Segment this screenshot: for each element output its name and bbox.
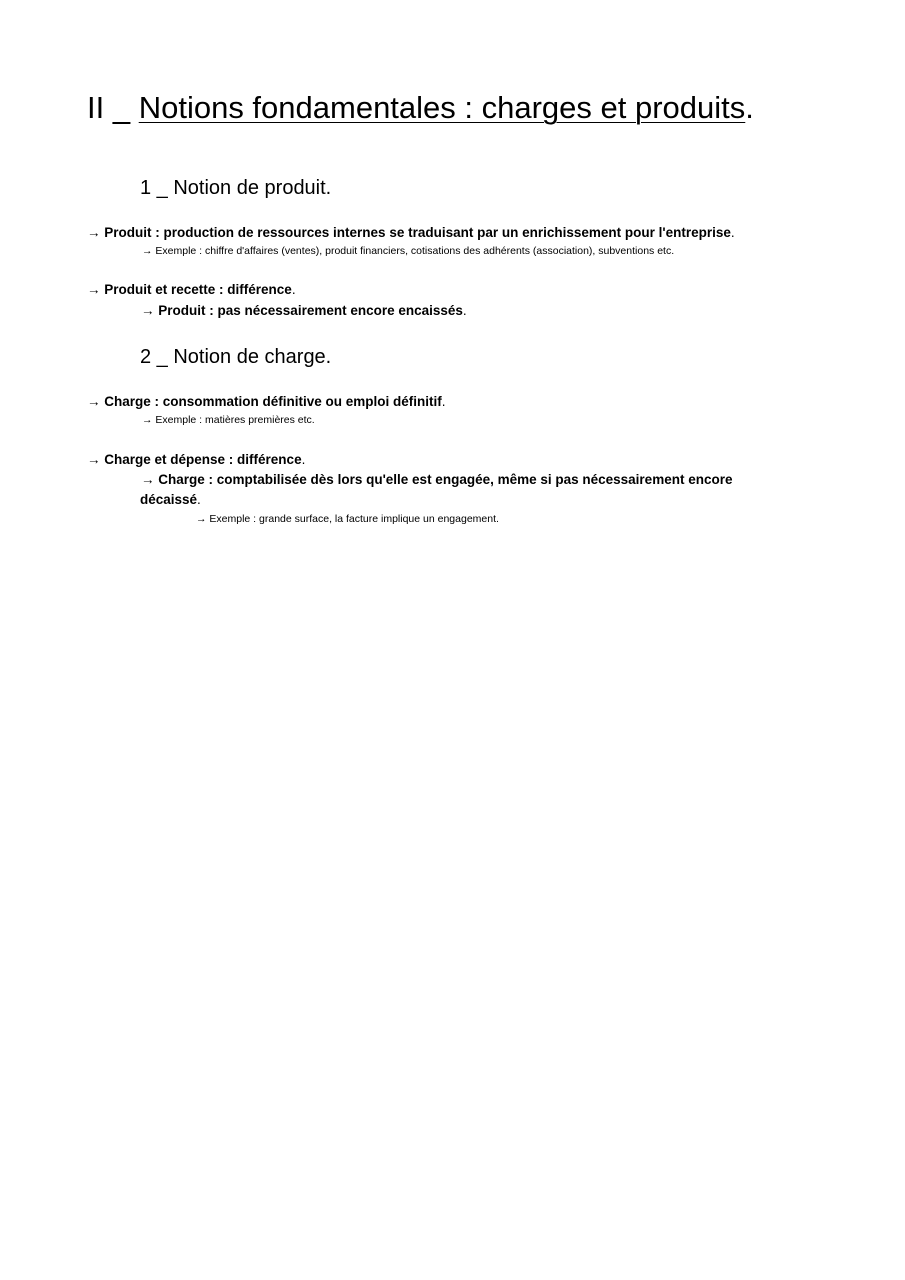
produit-difference [87,281,296,299]
charge-definition-end: . [441,394,446,409]
arrow-icon: → [141,472,159,487]
charge-difference-text: Charge et dépense : différence [104,452,302,467]
title-suffix: . [745,90,754,125]
produit-definition-text: Produit : production de ressources internes se traduisant par un enrichissement pour l'entreprise [104,225,731,240]
arrow-icon: → [87,452,105,467]
produit-difference-detail [141,302,467,320]
charge-difference-detail-text-2: décaissé [140,492,198,507]
produit-definition-end: . [730,225,735,240]
arrow-icon: → [87,225,105,240]
title-main: Notions fondamentales : charges et produits [138,90,746,125]
charge-difference-example: → Exemple : grande surface, la facture implique un engagement. [196,513,499,525]
charge-difference-detail-text: Charge : comptabilisée dès lors qu'elle est engagée, même si pas nécessairement encore [158,472,733,487]
produit-difference-end: . [291,282,296,297]
charge-difference-detail-continued [140,491,201,509]
charge-difference [87,451,305,469]
produit-definition [87,224,735,242]
produit-difference-detail-text: Produit : pas nécessairement encore encaissés [158,303,463,318]
produit-example: → Exemple : chiffre d'affaires (ventes), produit financiers, cotisations des adhérents (association), subventions etc. [142,245,675,257]
charge-definition-text: Charge : consommation définitive ou emploi définitif [104,394,442,409]
arrow-icon: → [87,394,105,409]
title-prefix: II _ [87,90,139,125]
arrow-icon: → [87,282,105,297]
arrow-icon: → [141,303,159,318]
charge-difference-detail-end: . [197,492,201,507]
charge-difference-end: . [301,452,306,467]
produit-difference-text: Produit et recette : différence [104,282,292,297]
charge-definition [87,393,446,411]
charge-example: → Exemple : matières premières etc. [142,414,315,426]
charge-difference-detail [141,471,732,489]
section-heading-charge: 2 _ Notion de charge. [140,346,332,368]
section-heading-produit: 1 _ Notion de produit. [140,177,332,199]
produit-difference-detail-end: . [462,303,467,318]
page-title [87,88,754,128]
